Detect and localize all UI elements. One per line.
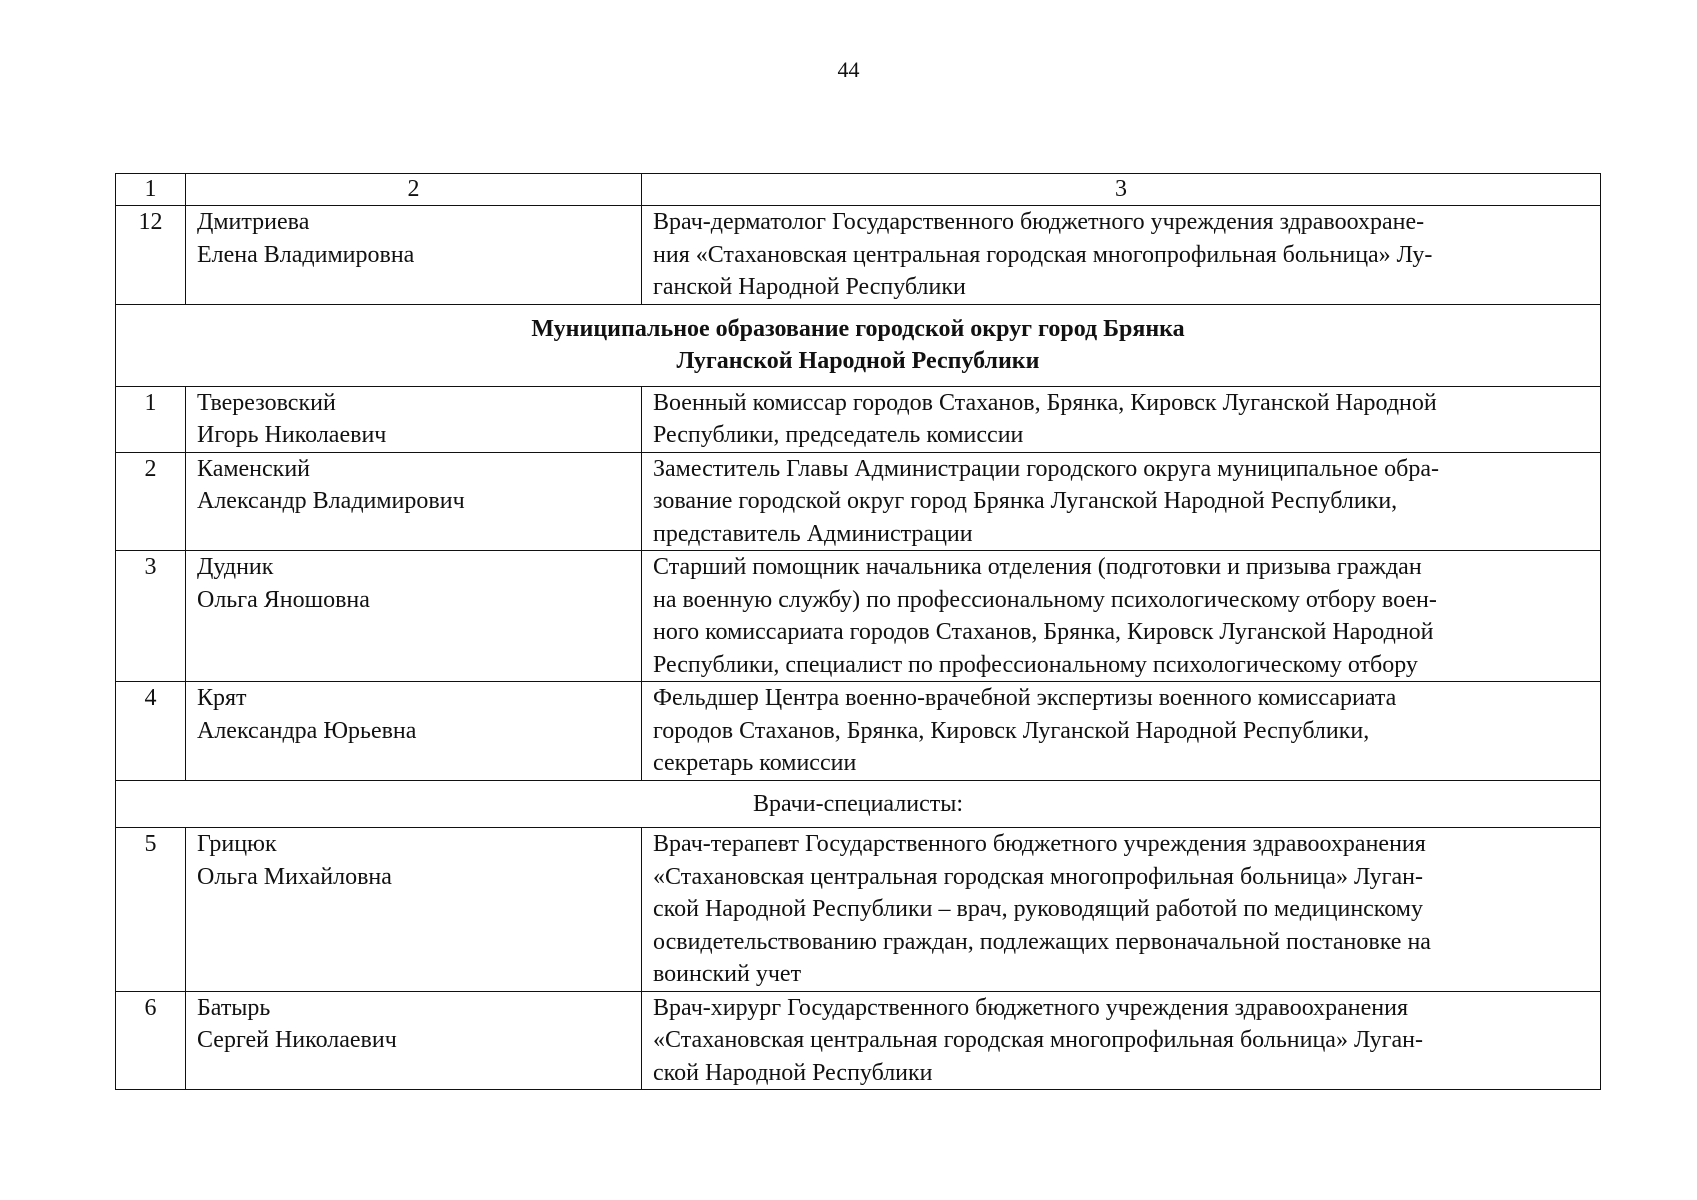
subsection-heading: Врачи-специалисты: <box>116 780 1601 828</box>
member-position <box>642 386 1601 452</box>
header-cell-2: 2 <box>186 174 642 206</box>
subsection-heading-row <box>116 780 1601 828</box>
given-names: Сергей Николаевич <box>197 1027 397 1053</box>
given-names: Ольга Михайловна <box>197 863 392 890</box>
row-number: 4 <box>116 682 186 781</box>
member-name <box>186 828 642 992</box>
position-line: ганской Народной Республики <box>653 274 966 300</box>
position-line: на военную службу) по профессиональному психологическому отбору воен- <box>653 586 1437 613</box>
row-number: 5 <box>116 828 186 992</box>
position-line: «Стахановская центральная городская многопрофильная больница» Луган- <box>653 863 1423 890</box>
member-position <box>642 828 1601 992</box>
table-row <box>116 828 1601 992</box>
member-name <box>186 386 642 452</box>
position-line: городов Стаханов, Брянка, Кировск Луганской Народной Республики, <box>653 717 1370 744</box>
section-heading-line: Луганской Народной Республики <box>676 348 1040 374</box>
section-heading <box>116 304 1601 386</box>
position-line: ской Народной Республики – врач, руководящий работой по медицинскому <box>653 896 1423 922</box>
position-line: ного комиссариата городов Стаханов, Брянка, Кировск Луганской Народной <box>653 619 1434 645</box>
surname: Дмитриева <box>197 209 310 235</box>
position-line: ской Народной Республики <box>653 1059 933 1086</box>
position-line: освидетельствованию граждан, подлежащих первоначальной постановке на <box>653 928 1431 955</box>
table-row <box>116 682 1601 781</box>
member-name <box>186 682 642 781</box>
member-name <box>186 206 642 305</box>
table-row <box>116 386 1601 452</box>
table-row <box>116 551 1601 682</box>
position-line: «Стахановская центральная городская многопрофильная больница» Луган- <box>653 1027 1423 1053</box>
surname: Грицюк <box>197 831 277 857</box>
position-line: представитель Администрации <box>653 520 973 547</box>
position-line: Республики, специалист по профессиональному психологическому отбору <box>653 651 1418 678</box>
position-line: Врач-хирург Государственного бюджетного учреждения здравоохранения <box>653 994 1408 1021</box>
row-number: 1 <box>116 386 186 452</box>
given-names: Александр Владимирович <box>197 488 465 514</box>
surname: Дудник <box>197 554 274 580</box>
row-number: 3 <box>116 551 186 682</box>
surname: Каменский <box>197 455 311 482</box>
member-position <box>642 551 1601 682</box>
position-line: ния «Стахановская центральная городская многопрофильная больница» Лу- <box>653 241 1433 268</box>
row-number: 6 <box>116 991 186 1090</box>
page-number: 44 <box>837 57 860 82</box>
surname: Тверезовский <box>197 389 336 416</box>
position-line: Фельдшер Центра военно-врачебной экспертизы военного комиссариата <box>653 685 1397 711</box>
position-line: секретарь комиссии <box>653 750 857 776</box>
table-row <box>116 991 1601 1090</box>
position-line: Заместитель Главы Администрации городского округа муниципальное обра- <box>653 455 1439 482</box>
table-header-row <box>116 174 1601 206</box>
member-name <box>186 991 642 1090</box>
given-names: Елена Владимировна <box>197 241 415 268</box>
header-cell-1: 1 <box>116 174 186 206</box>
member-position <box>642 682 1601 781</box>
surname: Батырь <box>197 994 271 1021</box>
given-names: Ольга Яношовна <box>197 586 370 613</box>
table-row <box>116 206 1601 305</box>
position-line: Врач-терапевт Государственного бюджетного учреждения здравоохранения <box>653 831 1426 857</box>
position-line: Республики, председатель комиссии <box>653 422 1024 448</box>
position-line: Старший помощник начальника отделения (подготовки и призыва граждан <box>653 554 1422 580</box>
section-heading-line: Муниципальное образование городской округ город Брянка <box>531 315 1185 342</box>
header-cell-3: 3 <box>642 174 1601 206</box>
section-heading-row <box>116 304 1601 386</box>
row-number: 2 <box>116 452 186 551</box>
member-position <box>642 206 1601 305</box>
member-position <box>642 991 1601 1090</box>
member-name <box>186 551 642 682</box>
given-names: Игорь Николаевич <box>197 422 387 448</box>
members-table <box>115 173 1601 1090</box>
given-names: Александра Юрьевна <box>197 717 417 744</box>
member-position <box>642 452 1601 551</box>
position-line: Военный комиссар городов Стаханов, Брянка, Кировск Луганской Народной <box>653 389 1437 416</box>
member-name <box>186 452 642 551</box>
position-line: зование городской округ город Брянка Луганской Народной Республики, <box>653 488 1398 514</box>
row-number: 12 <box>116 206 186 305</box>
position-line: Врач-дерматолог Государственного бюджетного учреждения здравоохране- <box>653 209 1425 235</box>
position-line: воинский учет <box>653 961 802 987</box>
surname: Крят <box>197 685 247 711</box>
table-row <box>116 452 1601 551</box>
